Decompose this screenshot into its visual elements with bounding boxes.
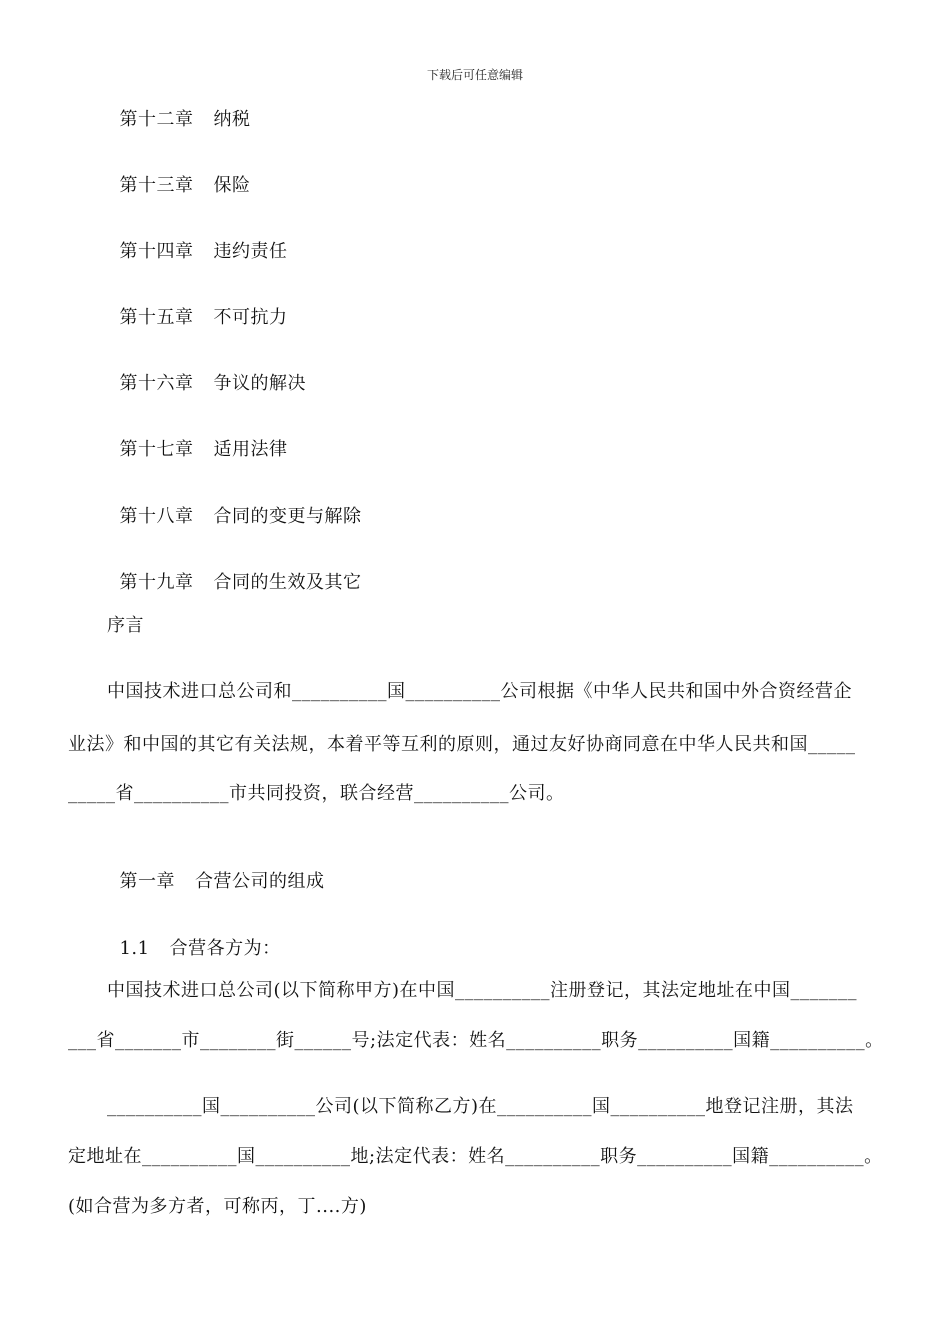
toc-item-12 (107, 84, 250, 132)
chapter-number: 第一章 (119, 871, 175, 892)
party-b-line-2: 定地址在__________国__________地;法定代表：姓名__________职务__________国籍__________。 (68, 1146, 883, 1167)
toc-item-18 (107, 481, 361, 529)
toc-title: 不可抗力 (213, 307, 288, 328)
section-number: 1.1 (119, 938, 150, 959)
toc-title: 纳税 (213, 109, 251, 130)
header-note: 下载后可任意编辑 (426, 68, 523, 82)
toc-item-16 (107, 348, 306, 396)
toc-chapter: 第十四章 (119, 241, 194, 262)
section-1-1 (107, 913, 281, 961)
party-a-line-1: 中国技术进口总公司(以下简称甲方)在中国__________注册登记，其法定地址在中国_______ (107, 980, 858, 1001)
toc-chapter: 第十二章 (119, 109, 194, 130)
preface-line-3: _____省__________市共同投资，联合经营__________公司。 (68, 783, 565, 804)
toc-title: 合同的变更与解除 (213, 506, 362, 527)
toc-title: 保险 (213, 175, 251, 196)
toc-title: 适用法律 (213, 439, 288, 460)
preface-line-1: 中国技术进口总公司和__________国__________公司根据《中华人民共和国中外合资经营企 (107, 681, 852, 702)
toc-chapter: 第十七章 (119, 439, 194, 460)
toc-item-14 (107, 216, 287, 264)
toc-chapter: 第十五章 (119, 307, 194, 328)
chapter-title: 合营公司的组成 (194, 871, 325, 892)
toc-title: 争议的解决 (213, 373, 306, 394)
chapter-1-heading (107, 846, 324, 894)
preface-line-2: 业法》和中国的其它有关法规，本着平等互利的原则，通过友好协商同意在中华人民共和国_____ (68, 734, 856, 755)
toc-title: 合同的生效及其它 (213, 572, 362, 593)
preface-heading: 序言 (107, 615, 144, 636)
toc-item-13 (107, 150, 250, 198)
toc-item-17 (107, 414, 287, 462)
toc-item-19 (107, 547, 361, 595)
toc-title: 违约责任 (213, 241, 288, 262)
party-b-line-3: (如合营为多方者，可称丙，丁....方) (68, 1196, 367, 1217)
party-b-line-1: __________国__________公司(以下简称乙方)在__________国__________地登记注册，其法 (107, 1096, 854, 1117)
toc-chapter: 第十九章 (119, 572, 194, 593)
toc-item-15 (107, 282, 287, 330)
toc-chapter: 第十三章 (119, 175, 194, 196)
toc-chapter: 第十八章 (119, 506, 194, 527)
party-a-line-2: ___省_______市________街______号;法定代表：姓名__________职务__________国籍__________。 (68, 1030, 884, 1051)
section-title: 合营各方为： (169, 938, 281, 959)
toc-chapter: 第十六章 (119, 373, 194, 394)
